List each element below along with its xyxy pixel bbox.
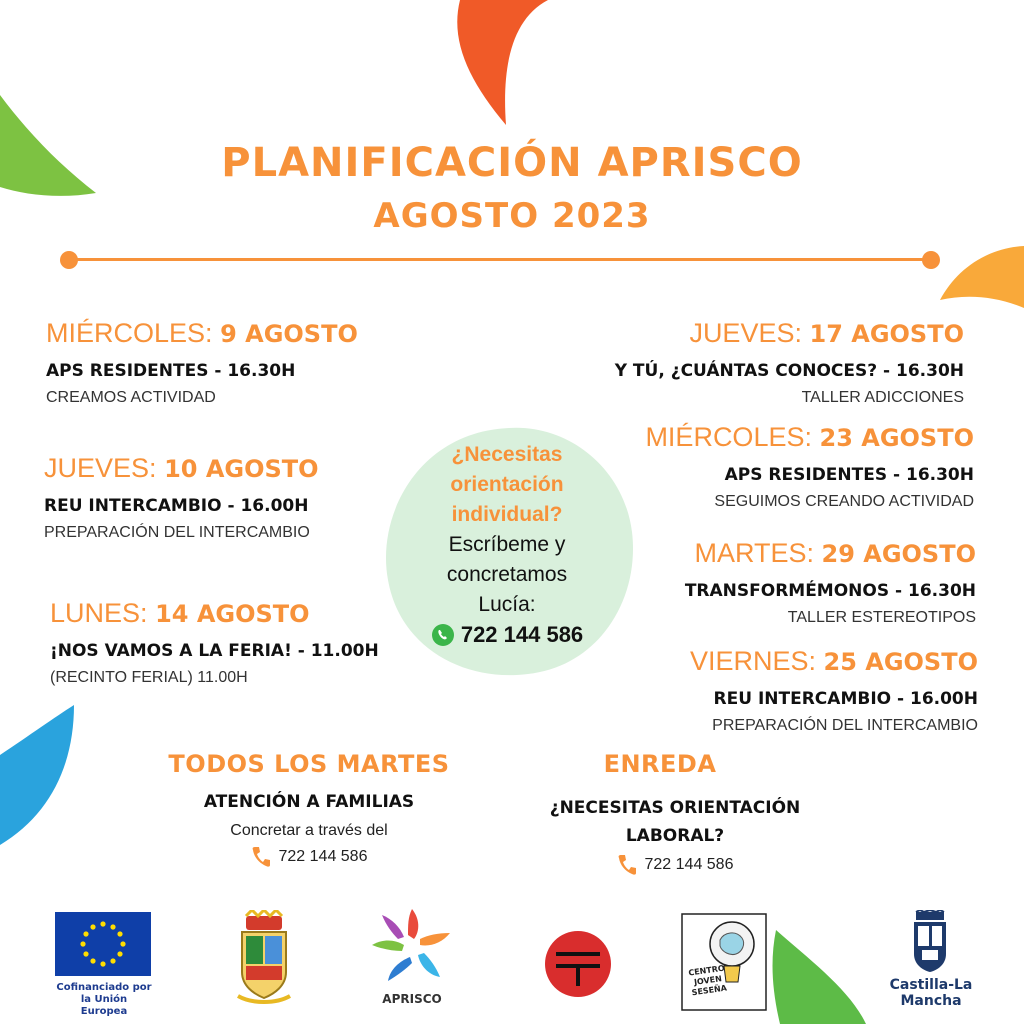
centro-joven-line: JOVEN xyxy=(693,974,723,987)
event-weekday: MIÉRCOLES: xyxy=(645,422,812,452)
orange-leaf-top xyxy=(440,0,580,140)
event-card xyxy=(690,646,978,735)
page-title: PLANIFICACIÓN APRISCO xyxy=(221,140,803,186)
orientation-text-line: Lucía: xyxy=(478,593,536,616)
family-phone[interactable] xyxy=(150,846,468,868)
enreda-section xyxy=(520,750,830,876)
eu-caption-line: la Unión Europea xyxy=(80,994,128,1017)
whatsapp-contact[interactable] xyxy=(392,620,622,650)
event-day xyxy=(690,646,978,677)
centro-joven-text xyxy=(684,963,732,999)
labor-orientation-line: LABORAL? xyxy=(625,826,725,846)
event-detail: (RECINTO FERIAL) 11.00H xyxy=(50,669,248,686)
event-day xyxy=(615,318,964,349)
castilla-la-mancha-label: Castilla-La Mancha xyxy=(889,977,973,1009)
event-date: 23 AGOSTO xyxy=(819,424,974,452)
phone-icon xyxy=(617,854,637,876)
phone-icon xyxy=(251,846,271,868)
eu-caption xyxy=(56,982,152,1018)
event-detail: TALLER ADICCIONES xyxy=(801,389,964,406)
event-date: 29 AGOSTO xyxy=(821,540,976,568)
family-attention-label: ATENCIÓN A FAMILIAS xyxy=(203,792,415,812)
lightbulb-brain-icon xyxy=(680,910,768,1014)
event-weekday: MARTES: xyxy=(694,538,814,568)
event-activity: APS RESIDENTES - 16.30H xyxy=(46,361,296,381)
tuesdays-heading: TODOS LOS MARTES xyxy=(168,750,450,778)
event-day xyxy=(46,318,358,349)
divider-dot-right xyxy=(922,251,940,269)
orientation-question-line: ¿Necesitas xyxy=(451,443,563,466)
yellow-leaf-right xyxy=(936,240,1024,320)
event-weekday: JUEVES: xyxy=(44,453,157,483)
eu-caption-line: Cofinanciado por xyxy=(56,982,152,993)
event-day xyxy=(685,538,976,569)
contact-instruction: Concretar a través del xyxy=(230,822,388,839)
event-weekday: JUEVES: xyxy=(689,318,802,348)
blue-leaf-left xyxy=(0,705,80,850)
divider-line xyxy=(68,258,932,261)
centro-joven-logo xyxy=(680,910,768,1014)
enreda-phone-number: 722 144 586 xyxy=(644,856,734,873)
event-weekday: LUNES: xyxy=(50,598,148,628)
page-subtitle: AGOSTO 2023 xyxy=(373,196,651,236)
individual-orientation-box xyxy=(392,440,622,650)
municipal-coat-of-arms-logo xyxy=(232,910,296,1006)
event-activity: Y TÚ, ¿CUÁNTAS CONOCES? - 16.30H xyxy=(614,361,964,381)
divider-dot-left xyxy=(60,251,78,269)
castilla-la-mancha-crest-logo xyxy=(910,910,950,974)
aprisco-logo xyxy=(368,905,456,987)
event-date: 25 AGOSTO xyxy=(823,648,978,676)
eu-flag-logo xyxy=(55,912,151,976)
event-weekday: MIÉRCOLES: xyxy=(46,318,213,348)
event-date: 14 AGOSTO xyxy=(155,600,310,628)
event-day xyxy=(50,598,379,629)
centro-joven-line: SESEÑA xyxy=(691,983,728,998)
whatsapp-phone-number: 722 144 586 xyxy=(460,622,584,647)
event-activity: APS RESIDENTES - 16.30H xyxy=(724,465,974,485)
red-circle-logo xyxy=(544,930,612,998)
event-card xyxy=(46,318,358,407)
event-card xyxy=(645,422,974,511)
event-card xyxy=(44,453,319,542)
event-card xyxy=(685,538,976,627)
event-date: 9 AGOSTO xyxy=(220,320,358,348)
event-day xyxy=(645,422,974,453)
enreda-heading: ENREDA xyxy=(603,750,717,778)
event-detail: TALLER ESTEREOTIPOS xyxy=(787,609,976,626)
orientation-question-line: individual? xyxy=(451,503,563,526)
event-activity: REU INTERCAMBIO - 16.00H xyxy=(44,496,309,516)
tuesdays-section xyxy=(150,750,468,868)
event-date: 17 AGOSTO xyxy=(809,320,964,348)
orientation-text-line: concretamos xyxy=(446,563,568,586)
event-detail: SEGUIMOS CREANDO ACTIVIDAD xyxy=(714,493,974,510)
family-phone-number: 722 144 586 xyxy=(278,848,368,865)
event-activity: TRANSFORMÉMONOS - 16.30H xyxy=(684,581,976,601)
event-activity: ¡NOS VAMOS A LA FERIA! - 11.00H xyxy=(50,641,379,661)
whatsapp-icon xyxy=(431,623,455,647)
event-date: 10 AGOSTO xyxy=(164,455,319,483)
orientation-question-line: orientación xyxy=(450,473,564,496)
event-detail: PREPARACIÓN DEL INTERCAMBIO xyxy=(44,524,310,541)
event-detail: PREPARACIÓN DEL INTERCAMBIO xyxy=(712,717,978,734)
centro-joven-line: CENTRO xyxy=(687,963,726,978)
event-activity: REU INTERCAMBIO - 16.00H xyxy=(713,689,978,709)
event-day xyxy=(44,453,319,484)
orientation-text-line: Escríbeme y xyxy=(448,533,566,556)
event-card xyxy=(615,318,964,407)
aprisco-label: APRISCO xyxy=(382,992,442,1006)
labor-orientation-line: ¿NECESITAS ORIENTACIÓN xyxy=(549,798,801,818)
event-weekday: VIERNES: xyxy=(689,646,816,676)
event-detail: CREAMOS ACTIVIDAD xyxy=(46,389,216,406)
event-card xyxy=(50,598,379,687)
enreda-phone[interactable] xyxy=(520,854,830,876)
